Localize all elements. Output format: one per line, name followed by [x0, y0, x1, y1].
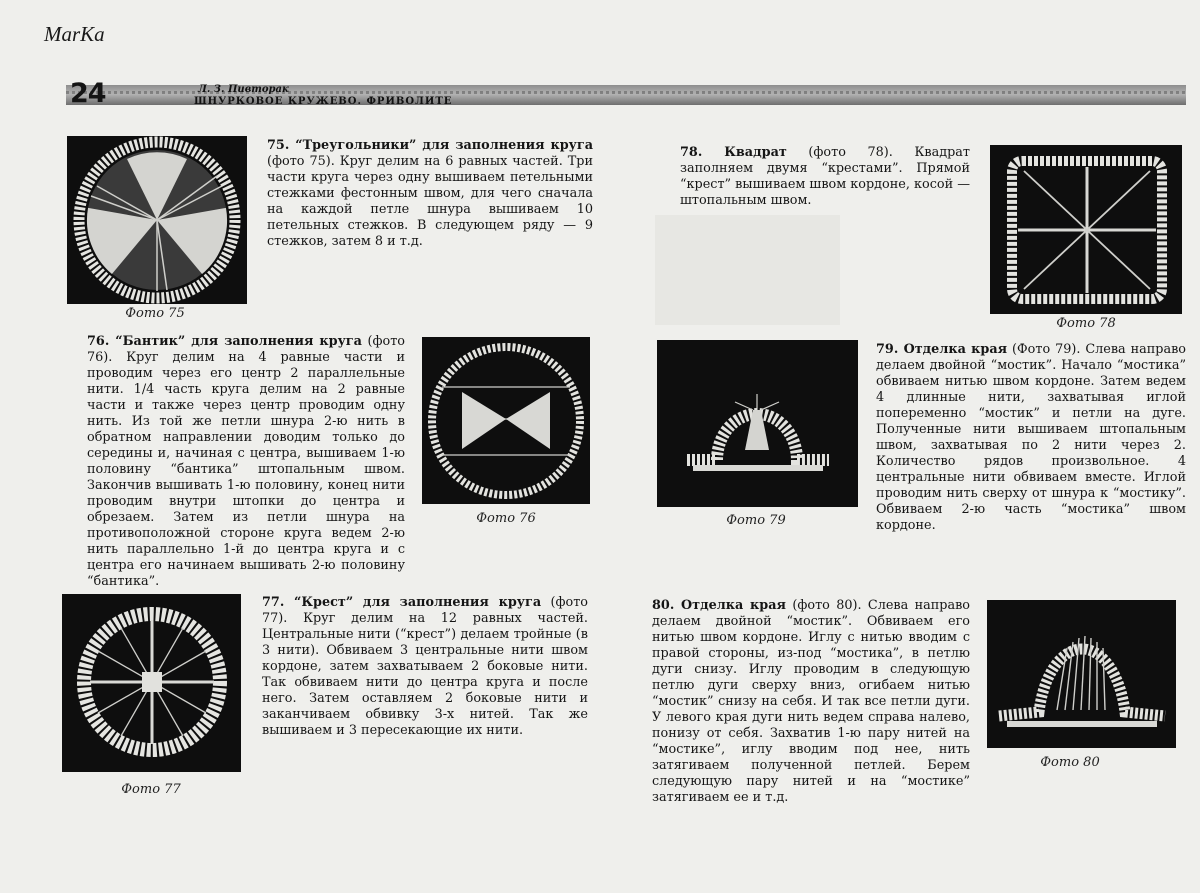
- section-78-body: (фото 78). Квадрат заполняем двумя “крестами”. Прямой “крест” вышиваем швом кордоне, косой — штопальным швом.: [680, 145, 970, 208]
- section-75-number: 75: [267, 138, 285, 153]
- section-79-body: (Фото 79). Слева направо делаем двойной “мостик”. Начало “мостика” обвиваем нитью швом кордоне. Затем ведем 4 длинные нити, захватывая иглой попеременно “мостик” и петли на дуге. Полученные нити вышиваем штопальным швом, захватывая по 2 нити через 2. Количество рядов произвольное. 4 центральные нити обвиваем вместе. Иглой проводим нить сверху от шнура к “мостику”. Обвиваем 2-ю часть “мостика” швом кордоне.: [876, 342, 1186, 533]
- book-title: ШНУРКОВОЕ КРУЖЕВО. ФРИВОЛИТЕ: [194, 96, 453, 107]
- photo-77: [62, 594, 241, 772]
- section-80-body: (фото 80). Слева направо делаем двойной “мостик”. Обвиваем его нитью швом кордоне. Иглу с нитью вводим с правой стороны, из-под “мостика”, в петлю дуги снизу. Иглу проводим в следующую петлю дуги сверху вниз, огибаем нитью “мостик” снизу на себя. И так все петли дуги. У левого края дуги нить ведем справа налево, понизу от себя. Захватив 1-ю пару нитей на “мостике”, иглу вводим под нее, нить затягиваем полученной петлей. Берем следующую пару нитей и на “мостике” затягиваем ее и т.д.: [652, 598, 971, 805]
- section-80: [652, 598, 970, 806]
- section-75-body: (фото 75). Круг делим на 6 равных частей. Три части круга через одну вышиваем петельными стежками фестонным швом, для чего сначала на каждой петле шнура вышиваем 10 петельных стежков. В следующем ряду — 9 стежков, затем 8 и т.д.: [267, 154, 593, 249]
- section-75-title: . “Треугольники” для заполнения круга: [284, 138, 593, 153]
- section-77-number: 77: [262, 595, 280, 610]
- section-79-number: 79: [876, 342, 894, 357]
- photo-75: [67, 136, 247, 304]
- section-80-number: 80: [652, 598, 670, 613]
- caption-76: Фото 76: [476, 511, 536, 526]
- caption-80: Фото 80: [1040, 755, 1100, 770]
- watermark: MarKa: [44, 22, 105, 46]
- section-75: [267, 138, 593, 250]
- section-78-title: . Квадрат: [697, 145, 787, 160]
- author: Л. З. Пивторак: [198, 84, 289, 95]
- photo-79: [657, 340, 858, 507]
- section-76-number: 76: [87, 334, 105, 349]
- section-76: [87, 334, 405, 590]
- section-77-title: . “Крест” для заполнения круга: [279, 595, 542, 610]
- section-77-body: (фото 77). Круг делим на 12 равных частей. Центральные нити (“крест”) делаем тройные (в 3 нити). Обвиваем 3 центральные нити швом кордоне, затем захватываем 2 боковые нити. Так обвиваем нити до центра круга и после него. Затем оставляем 2 боковые нити и заканчиваем обвивку 3-х нитей. Так же вышиваем и 3 пересекающие их нити.: [262, 595, 588, 738]
- section-77: [262, 595, 588, 739]
- caption-77: Фото 77: [121, 782, 181, 797]
- caption-75: Фото 75: [125, 306, 185, 321]
- section-78: [680, 145, 970, 209]
- section-80-title: . Отделка края: [669, 598, 786, 613]
- photo-80: [987, 600, 1176, 748]
- section-79-title: . Отделка края: [893, 342, 1008, 357]
- caption-78: Фото 78: [1056, 316, 1116, 331]
- section-79: [876, 342, 1186, 534]
- photo-76: [422, 337, 590, 504]
- bleed-through: [655, 215, 840, 325]
- section-78-number: 78: [680, 145, 698, 160]
- caption-79: Фото 79: [726, 513, 786, 528]
- page-number: 24: [70, 78, 106, 109]
- photo-78: [990, 145, 1182, 314]
- section-76-title: . “Бантик” для заполнения круга: [104, 334, 362, 349]
- section-76-body: (фото 76). Круг делим на 4 равные части и проводим через его центр 2 параллельные нити. 1/4 часть круга делим на 2 равные части и также через центр проводим одну нить. Из той же петли шнура 2-ю нить в обратном направлении доводим только до середины и, начиная с центра, вышиваем 1-ю половину “бантика” штопальным швом. Закончив вышивать 1-ю половину, конец нити проводим внутри штопки до центра и обрезаем. Затем из петли шнура на противоположной стороне круга ведем 2-ю нить параллельно 1-й до центра круга и с центра его начинаем вышивать 2-ю половину “бантика”.: [87, 334, 405, 589]
